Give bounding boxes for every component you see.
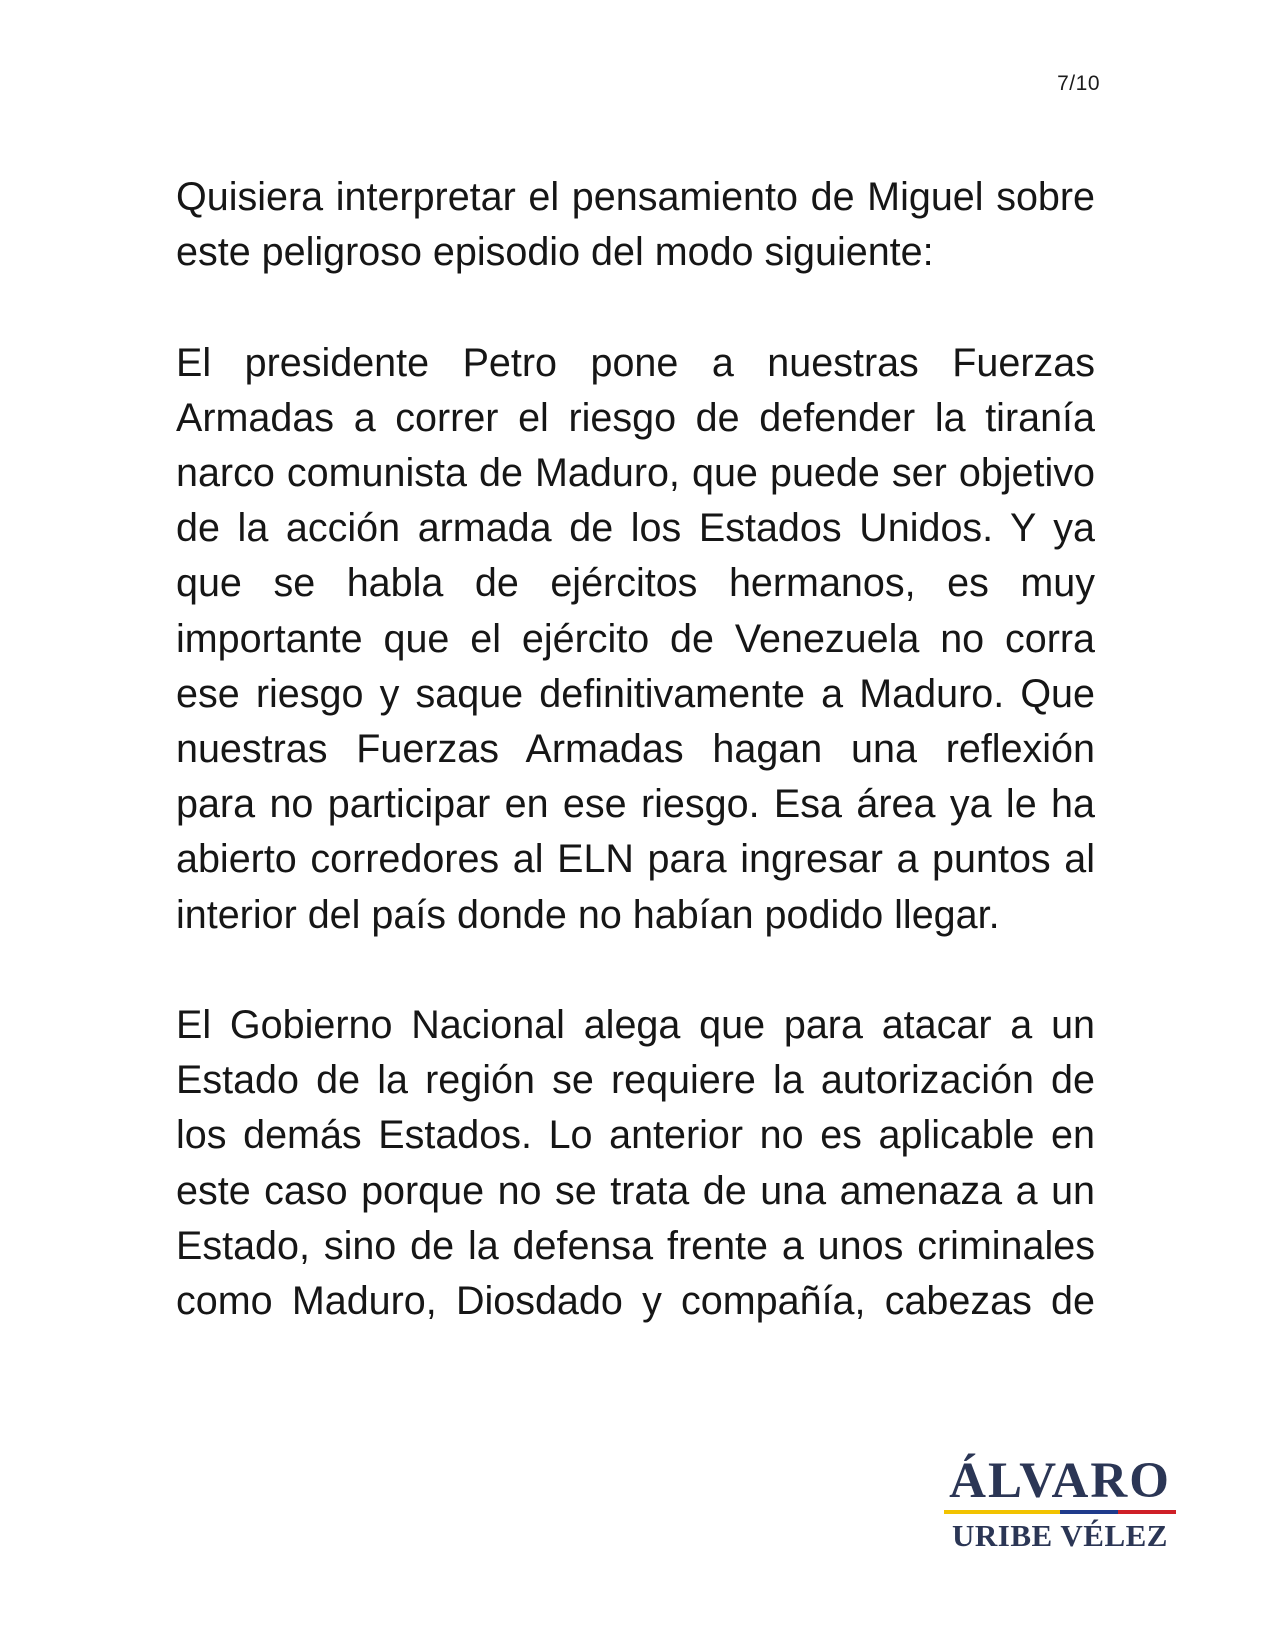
logo-name: ÁLVARO <box>949 1453 1171 1509</box>
page-number: 7/10 <box>1057 72 1100 95</box>
letter-body <box>176 170 1095 1329</box>
logo-color-stripe <box>944 1510 1176 1514</box>
logo-surname: URIBE VÉLEZ <box>952 1518 1168 1553</box>
paragraph-intro: Quisiera interpretar el pensamiento de Miguel sobre este peligroso episodio del modo siguiente: <box>176 175 1095 275</box>
paragraph-petro: El presidente Petro pone a nuestras Fuerzas Armadas a correr el riesgo de defender la tiranía narco comunista de Maduro, que puede ser objetivo de la acción armada de los Estados Unidos. Y ya que se habla de ejércitos hermanos, es muy importante que el ejército de Venezuela no corra ese riesgo y saque definitivamente a Maduro. Que nuestras Fuerzas Armadas hagan una reflexión para no participar en ese riesgo. Esa área ya le ha abierto corredores al ELN para ingresar a puntos al interior del país donde no habían podido llegar. <box>176 340 1095 937</box>
paragraph-gobierno: El Gobierno Nacional alega que para atacar a un Estado de la región se requiere la autorización de los demás Estados. Lo anterior no es aplicable en este caso porque no se trata de una amenaza a un Estado, sino de la defensa frente a unos criminales como Maduro, Diosdado y compañía, cabezas de <box>176 1003 1095 1324</box>
signature-logo <box>944 1455 1176 1553</box>
